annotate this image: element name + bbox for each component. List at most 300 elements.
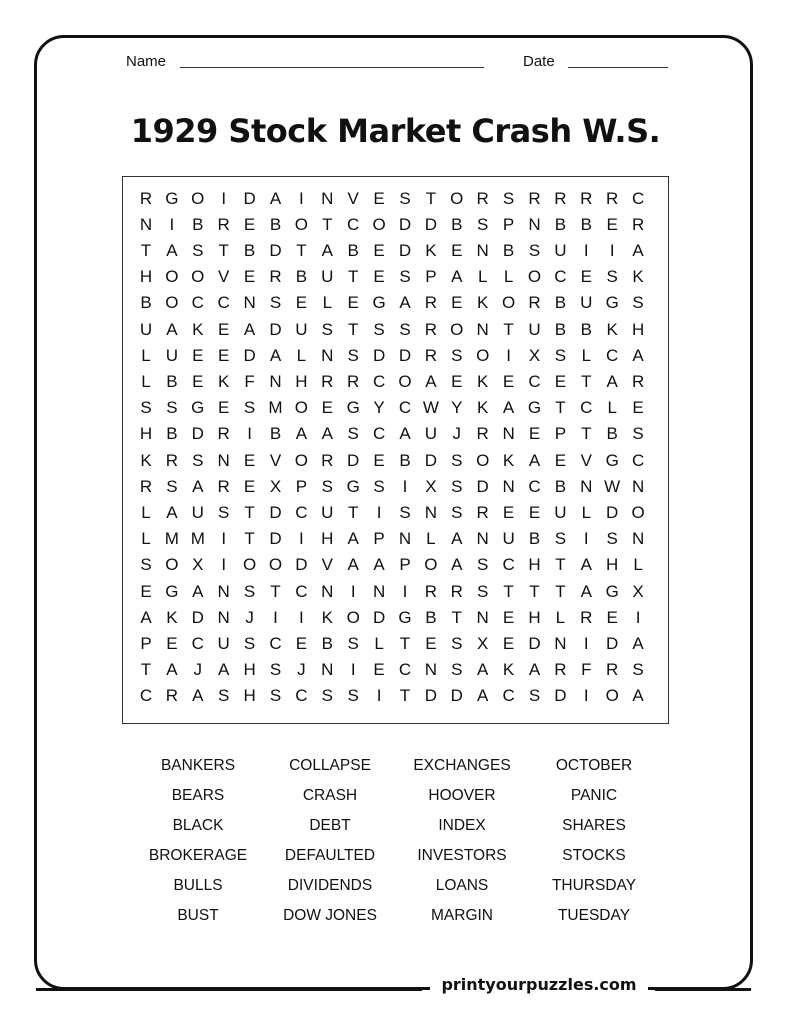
grid-letter[interactable]: N bbox=[476, 319, 489, 339]
grid-letter[interactable]: A bbox=[321, 424, 333, 444]
grid-letter[interactable]: K bbox=[502, 450, 515, 470]
grid-letter[interactable]: A bbox=[243, 319, 256, 339]
grid-letter[interactable]: S bbox=[321, 686, 333, 706]
grid-letter[interactable]: S bbox=[399, 188, 411, 208]
grid-letter[interactable]: S bbox=[554, 345, 567, 365]
grid-letter[interactable]: V bbox=[269, 450, 282, 470]
grid-letter[interactable]: U bbox=[554, 502, 567, 522]
grid-letter[interactable]: X bbox=[477, 633, 489, 653]
grid-letter[interactable]: S bbox=[451, 502, 463, 522]
grid-letter[interactable]: D bbox=[191, 424, 204, 444]
grid-letter[interactable]: D bbox=[269, 240, 282, 260]
grid-letter[interactable]: I bbox=[299, 607, 304, 627]
grid-letter[interactable]: A bbox=[373, 555, 385, 575]
grid-letter[interactable]: X bbox=[269, 476, 282, 496]
grid-letter[interactable]: E bbox=[166, 633, 178, 653]
grid-letter[interactable]: S bbox=[451, 476, 463, 496]
grid-letter[interactable]: E bbox=[347, 293, 359, 313]
grid-letter[interactable]: J bbox=[193, 660, 203, 680]
grid-letter[interactable]: D bbox=[450, 686, 463, 706]
grid-letter[interactable]: A bbox=[632, 633, 644, 653]
grid-letter[interactable]: Y bbox=[373, 398, 385, 418]
grid-letter[interactable]: O bbox=[165, 555, 179, 575]
grid-letter[interactable]: S bbox=[243, 398, 256, 418]
grid-letter[interactable]: R bbox=[139, 476, 153, 496]
grid-letter[interactable]: E bbox=[243, 214, 256, 234]
grid-letter[interactable]: V bbox=[347, 188, 359, 208]
grid-letter[interactable]: S bbox=[451, 450, 463, 470]
grid-letter[interactable]: S bbox=[347, 424, 359, 444]
grid-letter[interactable]: T bbox=[322, 214, 333, 234]
grid-letter[interactable]: A bbox=[321, 240, 333, 260]
grid-letter[interactable]: A bbox=[295, 424, 308, 444]
grid-letter[interactable]: V bbox=[321, 555, 333, 575]
grid-letter[interactable]: O bbox=[476, 345, 490, 365]
grid-letter[interactable]: E bbox=[295, 633, 308, 653]
grid-letter[interactable]: D bbox=[243, 188, 256, 208]
grid-letter[interactable]: S bbox=[243, 581, 256, 601]
grid-letter[interactable]: L bbox=[581, 345, 592, 365]
grid-letter[interactable]: K bbox=[477, 371, 489, 391]
grid-letter[interactable]: A bbox=[399, 293, 411, 313]
grid-letter[interactable]: N bbox=[631, 529, 645, 549]
grid-letter[interactable]: R bbox=[269, 267, 282, 287]
grid-letter[interactable]: E bbox=[373, 660, 385, 680]
grid-letter[interactable]: I bbox=[273, 607, 278, 627]
grid-letter[interactable]: N bbox=[321, 581, 334, 601]
grid-letter[interactable]: E bbox=[218, 398, 230, 418]
grid-letter[interactable]: R bbox=[528, 293, 541, 313]
grid-letter[interactable]: I bbox=[583, 686, 589, 706]
grid-letter[interactable]: S bbox=[192, 450, 204, 470]
grid-letter[interactable]: E bbox=[373, 450, 385, 470]
grid-letter[interactable]: B bbox=[347, 240, 359, 260]
grid-letter[interactable]: R bbox=[165, 450, 179, 470]
grid-letter[interactable]: A bbox=[606, 371, 618, 391]
grid-letter[interactable]: D bbox=[476, 476, 489, 496]
grid-letter[interactable]: K bbox=[477, 398, 489, 418]
grid-letter[interactable]: R bbox=[554, 188, 567, 208]
grid-letter[interactable]: G bbox=[165, 188, 179, 208]
grid-letter[interactable]: R bbox=[424, 581, 438, 601]
grid-letter[interactable]: B bbox=[554, 319, 567, 339]
grid-letter[interactable]: C bbox=[347, 214, 360, 234]
grid-letter[interactable]: B bbox=[554, 476, 567, 496]
grid-letter[interactable]: I bbox=[376, 686, 382, 706]
grid-letter[interactable]: T bbox=[503, 581, 514, 601]
grid-letter[interactable]: T bbox=[555, 398, 566, 418]
grid-letter[interactable]: P bbox=[425, 267, 437, 287]
grid-letter[interactable]: R bbox=[424, 293, 438, 313]
grid-letter[interactable]: T bbox=[503, 319, 514, 339]
grid-letter[interactable]: F bbox=[581, 660, 592, 680]
grid-letter[interactable]: T bbox=[296, 240, 307, 260]
grid-letter[interactable]: U bbox=[580, 293, 593, 313]
grid-letter[interactable]: R bbox=[476, 188, 489, 208]
grid-letter[interactable]: L bbox=[141, 529, 151, 549]
grid-letter[interactable]: K bbox=[425, 240, 437, 260]
grid-letter[interactable]: E bbox=[606, 607, 618, 627]
grid-letter[interactable]: C bbox=[502, 555, 515, 575]
grid-letter[interactable]: B bbox=[580, 319, 592, 339]
grid-letter[interactable]: O bbox=[191, 188, 205, 208]
grid-letter[interactable]: H bbox=[243, 660, 256, 680]
grid-letter[interactable]: T bbox=[399, 633, 411, 653]
grid-letter[interactable]: O bbox=[398, 371, 412, 391]
grid-letter[interactable]: T bbox=[399, 686, 411, 706]
grid-letter[interactable]: R bbox=[476, 424, 489, 444]
grid-letter[interactable]: D bbox=[424, 450, 438, 470]
grid-letter[interactable]: I bbox=[350, 660, 356, 680]
grid-letter[interactable]: J bbox=[297, 660, 306, 680]
grid-letter[interactable]: D bbox=[269, 529, 282, 549]
grid-letter[interactable]: L bbox=[322, 293, 333, 313]
grid-letter[interactable]: T bbox=[244, 529, 255, 549]
grid-letter[interactable]: E bbox=[373, 240, 385, 260]
grid-letter[interactable]: R bbox=[580, 188, 593, 208]
grid-letter[interactable]: T bbox=[218, 240, 229, 260]
grid-letter[interactable]: C bbox=[528, 371, 541, 391]
grid-letter[interactable]: N bbox=[321, 345, 334, 365]
grid-letter[interactable]: I bbox=[609, 240, 615, 260]
grid-letter[interactable]: G bbox=[165, 581, 179, 601]
grid-letter[interactable]: P bbox=[373, 529, 385, 549]
grid-letter[interactable]: N bbox=[476, 607, 489, 627]
grid-letter[interactable]: U bbox=[528, 319, 541, 339]
grid-letter[interactable]: S bbox=[554, 529, 567, 549]
grid-letter[interactable]: R bbox=[424, 319, 438, 339]
grid-letter[interactable]: O bbox=[268, 555, 283, 575]
grid-letter[interactable]: E bbox=[140, 581, 152, 601]
grid-letter[interactable]: S bbox=[502, 188, 515, 208]
grid-letter[interactable]: B bbox=[269, 424, 282, 444]
grid-letter[interactable]: M bbox=[268, 398, 283, 418]
grid-letter[interactable]: E bbox=[528, 424, 541, 444]
grid-letter[interactable]: D bbox=[554, 686, 567, 706]
grid-letter[interactable]: N bbox=[139, 214, 153, 234]
grid-letter[interactable]: D bbox=[295, 555, 308, 575]
grid-letter[interactable]: O bbox=[631, 502, 645, 522]
grid-letter[interactable]: N bbox=[502, 476, 515, 496]
grid-letter[interactable]: U bbox=[295, 319, 308, 339]
grid-letter[interactable]: I bbox=[402, 476, 408, 496]
grid-letter[interactable]: R bbox=[321, 371, 334, 391]
grid-letter[interactable]: N bbox=[554, 633, 567, 653]
grid-letter[interactable]: S bbox=[373, 319, 385, 339]
grid-letter[interactable]: S bbox=[140, 398, 152, 418]
grid-letter[interactable]: E bbox=[502, 502, 515, 522]
grid-letter[interactable]: X bbox=[528, 345, 541, 365]
grid-letter[interactable]: I bbox=[169, 214, 175, 234]
grid-letter[interactable]: U bbox=[424, 424, 438, 444]
grid-letter[interactable]: B bbox=[269, 214, 282, 234]
grid-letter[interactable]: C bbox=[295, 502, 308, 522]
grid-letter[interactable]: M bbox=[164, 529, 179, 549]
grid-letter[interactable]: J bbox=[245, 607, 254, 627]
grid-letter[interactable]: T bbox=[347, 502, 359, 522]
grid-letter[interactable]: S bbox=[528, 686, 541, 706]
grid-letter[interactable]: T bbox=[451, 607, 462, 627]
grid-letter[interactable]: B bbox=[425, 607, 437, 627]
grid-letter[interactable]: K bbox=[192, 319, 204, 339]
grid-letter[interactable]: T bbox=[347, 267, 359, 287]
grid-letter[interactable]: S bbox=[166, 476, 178, 496]
grid-letter[interactable]: L bbox=[141, 345, 151, 365]
grid-letter[interactable]: I bbox=[299, 188, 304, 208]
grid-letter[interactable]: D bbox=[528, 633, 541, 653]
grid-letter[interactable]: D bbox=[424, 214, 438, 234]
grid-letter[interactable]: E bbox=[373, 188, 385, 208]
grid-letter[interactable]: S bbox=[399, 502, 411, 522]
grid-letter[interactable]: T bbox=[270, 581, 281, 601]
grid-letter[interactable]: E bbox=[554, 450, 567, 470]
grid-letter[interactable]: S bbox=[269, 660, 282, 680]
grid-letter[interactable]: I bbox=[376, 502, 382, 522]
grid-letter[interactable]: A bbox=[632, 345, 644, 365]
grid-letter[interactable]: A bbox=[502, 398, 515, 418]
grid-letter[interactable]: L bbox=[581, 502, 592, 522]
grid-letter[interactable]: S bbox=[451, 633, 463, 653]
grid-letter[interactable]: D bbox=[243, 345, 256, 365]
grid-letter[interactable]: R bbox=[554, 660, 567, 680]
grid-letter[interactable]: S bbox=[218, 502, 230, 522]
grid-letter[interactable]: C bbox=[269, 633, 282, 653]
grid-letter[interactable]: D bbox=[347, 450, 360, 470]
grid-letter[interactable]: L bbox=[141, 502, 151, 522]
grid-letter[interactable]: S bbox=[243, 633, 256, 653]
grid-letter[interactable]: O bbox=[294, 398, 308, 418]
grid-letter[interactable]: R bbox=[450, 581, 463, 601]
grid-letter[interactable]: A bbox=[166, 660, 178, 680]
grid-letter[interactable]: O bbox=[501, 293, 516, 313]
grid-letter[interactable]: T bbox=[140, 240, 152, 260]
grid-letter[interactable]: O bbox=[450, 188, 464, 208]
grid-letter[interactable]: S bbox=[399, 319, 411, 339]
grid-letter[interactable]: B bbox=[502, 240, 515, 260]
grid-letter[interactable]: N bbox=[476, 240, 489, 260]
grid-letter[interactable]: S bbox=[399, 267, 411, 287]
grid-letter[interactable]: A bbox=[632, 686, 644, 706]
grid-letter[interactable]: G bbox=[372, 293, 386, 313]
grid-letter[interactable]: A bbox=[166, 240, 178, 260]
grid-letter[interactable]: I bbox=[299, 529, 304, 549]
grid-letter[interactable]: E bbox=[502, 371, 515, 391]
grid-letter[interactable]: E bbox=[580, 267, 592, 287]
grid-letter[interactable]: A bbox=[166, 319, 178, 339]
grid-letter[interactable]: T bbox=[244, 502, 255, 522]
grid-letter[interactable]: K bbox=[218, 371, 230, 391]
grid-letter[interactable]: R bbox=[631, 214, 645, 234]
grid-letter[interactable]: D bbox=[372, 345, 386, 365]
grid-letter[interactable]: E bbox=[373, 267, 385, 287]
grid-letter[interactable]: E bbox=[192, 345, 204, 365]
grid-letter[interactable]: I bbox=[506, 345, 511, 365]
grid-letter[interactable]: P bbox=[502, 214, 515, 234]
grid-letter[interactable]: T bbox=[555, 581, 566, 601]
grid-letter[interactable]: S bbox=[606, 267, 618, 287]
grid-letter[interactable]: B bbox=[399, 450, 411, 470]
grid-letter[interactable]: S bbox=[347, 686, 359, 706]
grid-letter[interactable]: O bbox=[165, 267, 179, 287]
grid-letter[interactable]: S bbox=[477, 581, 489, 601]
grid-letter[interactable]: R bbox=[217, 424, 230, 444]
grid-letter[interactable]: E bbox=[321, 398, 333, 418]
grid-letter[interactable]: N bbox=[424, 660, 438, 680]
grid-letter[interactable]: O bbox=[294, 214, 308, 234]
grid-letter[interactable]: O bbox=[476, 450, 490, 470]
grid-letter[interactable]: G bbox=[346, 476, 360, 496]
grid-letter[interactable]: P bbox=[554, 424, 567, 444]
grid-letter[interactable]: S bbox=[140, 555, 152, 575]
grid-letter[interactable]: A bbox=[347, 555, 359, 575]
grid-letter[interactable]: N bbox=[269, 371, 282, 391]
grid-letter[interactable]: O bbox=[242, 555, 257, 575]
grid-letter[interactable]: Y bbox=[451, 398, 463, 418]
grid-letter[interactable]: E bbox=[295, 293, 308, 313]
grid-letter[interactable]: N bbox=[580, 476, 593, 496]
grid-letter[interactable]: S bbox=[347, 345, 359, 365]
name-field-line[interactable] bbox=[180, 67, 484, 68]
grid-letter[interactable]: L bbox=[607, 398, 617, 418]
grid-letter[interactable]: K bbox=[166, 607, 178, 627]
grid-letter[interactable]: E bbox=[243, 267, 256, 287]
grid-letter[interactable]: D bbox=[606, 502, 619, 522]
grid-letter[interactable]: D bbox=[269, 502, 282, 522]
grid-letter[interactable]: A bbox=[477, 660, 489, 680]
grid-letter[interactable]: K bbox=[140, 450, 152, 470]
grid-letter[interactable]: O bbox=[372, 214, 386, 234]
grid-letter[interactable]: H bbox=[606, 555, 619, 575]
grid-letter[interactable]: B bbox=[451, 214, 463, 234]
grid-letter[interactable]: H bbox=[139, 267, 153, 287]
grid-letter[interactable]: A bbox=[140, 607, 152, 627]
grid-letter[interactable]: T bbox=[425, 188, 437, 208]
grid-letter[interactable]: C bbox=[139, 686, 153, 706]
grid-letter[interactable]: E bbox=[243, 476, 256, 496]
grid-letter[interactable]: N bbox=[424, 502, 438, 522]
grid-letter[interactable]: W bbox=[422, 398, 439, 418]
grid-letter[interactable]: D bbox=[372, 607, 386, 627]
grid-letter[interactable]: C bbox=[372, 424, 386, 444]
grid-letter[interactable]: C bbox=[191, 293, 204, 313]
grid-letter[interactable]: D bbox=[191, 607, 204, 627]
grid-letter[interactable]: I bbox=[247, 424, 252, 444]
grid-letter[interactable]: B bbox=[140, 293, 152, 313]
grid-letter[interactable]: C bbox=[554, 267, 567, 287]
grid-letter[interactable]: T bbox=[140, 660, 152, 680]
grid-letter[interactable]: R bbox=[580, 607, 593, 627]
grid-letter[interactable]: A bbox=[580, 581, 592, 601]
grid-letter[interactable]: L bbox=[141, 371, 151, 391]
grid-letter[interactable]: G bbox=[191, 398, 205, 418]
grid-letter[interactable]: B bbox=[554, 214, 567, 234]
grid-letter[interactable]: N bbox=[476, 529, 489, 549]
grid-letter[interactable]: B bbox=[606, 424, 618, 444]
grid-letter[interactable]: S bbox=[632, 424, 644, 444]
grid-letter[interactable]: C bbox=[398, 660, 412, 680]
grid-letter[interactable]: S bbox=[528, 240, 541, 260]
grid-letter[interactable]: U bbox=[217, 633, 230, 653]
grid-letter[interactable]: X bbox=[632, 581, 644, 601]
grid-letter[interactable]: B bbox=[554, 293, 567, 313]
grid-letter[interactable]: E bbox=[554, 371, 567, 391]
grid-letter[interactable]: L bbox=[503, 267, 514, 287]
grid-letter[interactable]: L bbox=[296, 345, 307, 365]
grid-letter[interactable]: L bbox=[555, 607, 566, 627]
grid-letter[interactable]: K bbox=[477, 293, 489, 313]
grid-letter[interactable]: E bbox=[606, 214, 618, 234]
grid-letter[interactable]: A bbox=[528, 660, 541, 680]
grid-letter[interactable]: N bbox=[243, 293, 256, 313]
grid-letter[interactable]: X bbox=[425, 476, 437, 496]
grid-letter[interactable]: R bbox=[217, 214, 230, 234]
grid-letter[interactable]: G bbox=[527, 398, 542, 418]
grid-letter[interactable]: I bbox=[583, 529, 589, 549]
grid-letter[interactable]: S bbox=[166, 398, 178, 418]
grid-letter[interactable]: S bbox=[632, 660, 644, 680]
grid-letter[interactable]: I bbox=[583, 240, 589, 260]
grid-letter[interactable]: A bbox=[580, 555, 592, 575]
grid-letter[interactable]: S bbox=[451, 345, 463, 365]
grid-letter[interactable]: C bbox=[191, 633, 204, 653]
grid-letter[interactable]: N bbox=[631, 476, 645, 496]
grid-letter[interactable]: C bbox=[631, 188, 645, 208]
grid-letter[interactable]: T bbox=[347, 319, 359, 339]
grid-letter[interactable]: S bbox=[477, 214, 489, 234]
grid-letter[interactable]: K bbox=[321, 607, 333, 627]
grid-letter[interactable]: E bbox=[528, 502, 541, 522]
grid-letter[interactable]: B bbox=[192, 214, 204, 234]
grid-letter[interactable]: S bbox=[606, 529, 618, 549]
grid-letter[interactable]: A bbox=[477, 686, 489, 706]
grid-letter[interactable]: R bbox=[476, 502, 489, 522]
grid-letter[interactable]: X bbox=[192, 555, 204, 575]
grid-letter[interactable]: U bbox=[554, 240, 567, 260]
grid-letter[interactable]: B bbox=[528, 529, 541, 549]
grid-letter[interactable]: H bbox=[295, 371, 308, 391]
grid-letter[interactable]: C bbox=[398, 398, 412, 418]
grid-letter[interactable]: O bbox=[191, 267, 205, 287]
grid-letter[interactable]: A bbox=[425, 371, 437, 391]
grid-letter[interactable]: N bbox=[217, 581, 230, 601]
grid-letter[interactable]: L bbox=[374, 633, 384, 653]
grid-letter[interactable]: S bbox=[373, 476, 385, 496]
grid-letter[interactable]: N bbox=[398, 529, 412, 549]
grid-letter[interactable]: C bbox=[580, 398, 593, 418]
grid-letter[interactable]: B bbox=[166, 371, 178, 391]
grid-letter[interactable]: G bbox=[605, 450, 619, 470]
grid-letter[interactable]: H bbox=[631, 319, 645, 339]
grid-letter[interactable]: S bbox=[218, 686, 230, 706]
grid-letter[interactable]: O bbox=[424, 555, 438, 575]
grid-letter[interactable]: W bbox=[604, 476, 621, 496]
grid-letter[interactable]: I bbox=[350, 581, 356, 601]
grid-letter[interactable]: S bbox=[321, 476, 333, 496]
grid-letter[interactable]: L bbox=[426, 529, 436, 549]
grid-letter[interactable]: D bbox=[606, 633, 619, 653]
grid-letter[interactable]: L bbox=[477, 267, 488, 287]
grid-letter[interactable]: H bbox=[321, 529, 334, 549]
grid-letter[interactable]: C bbox=[631, 450, 645, 470]
grid-letter[interactable]: I bbox=[635, 607, 641, 627]
grid-letter[interactable]: P bbox=[399, 555, 411, 575]
grid-letter[interactable]: A bbox=[269, 188, 282, 208]
grid-letter[interactable]: E bbox=[218, 345, 230, 365]
grid-letter[interactable]: U bbox=[191, 502, 204, 522]
grid-letter[interactable]: S bbox=[269, 293, 282, 313]
grid-letter[interactable]: C bbox=[295, 581, 308, 601]
grid-letter[interactable]: E bbox=[218, 319, 230, 339]
